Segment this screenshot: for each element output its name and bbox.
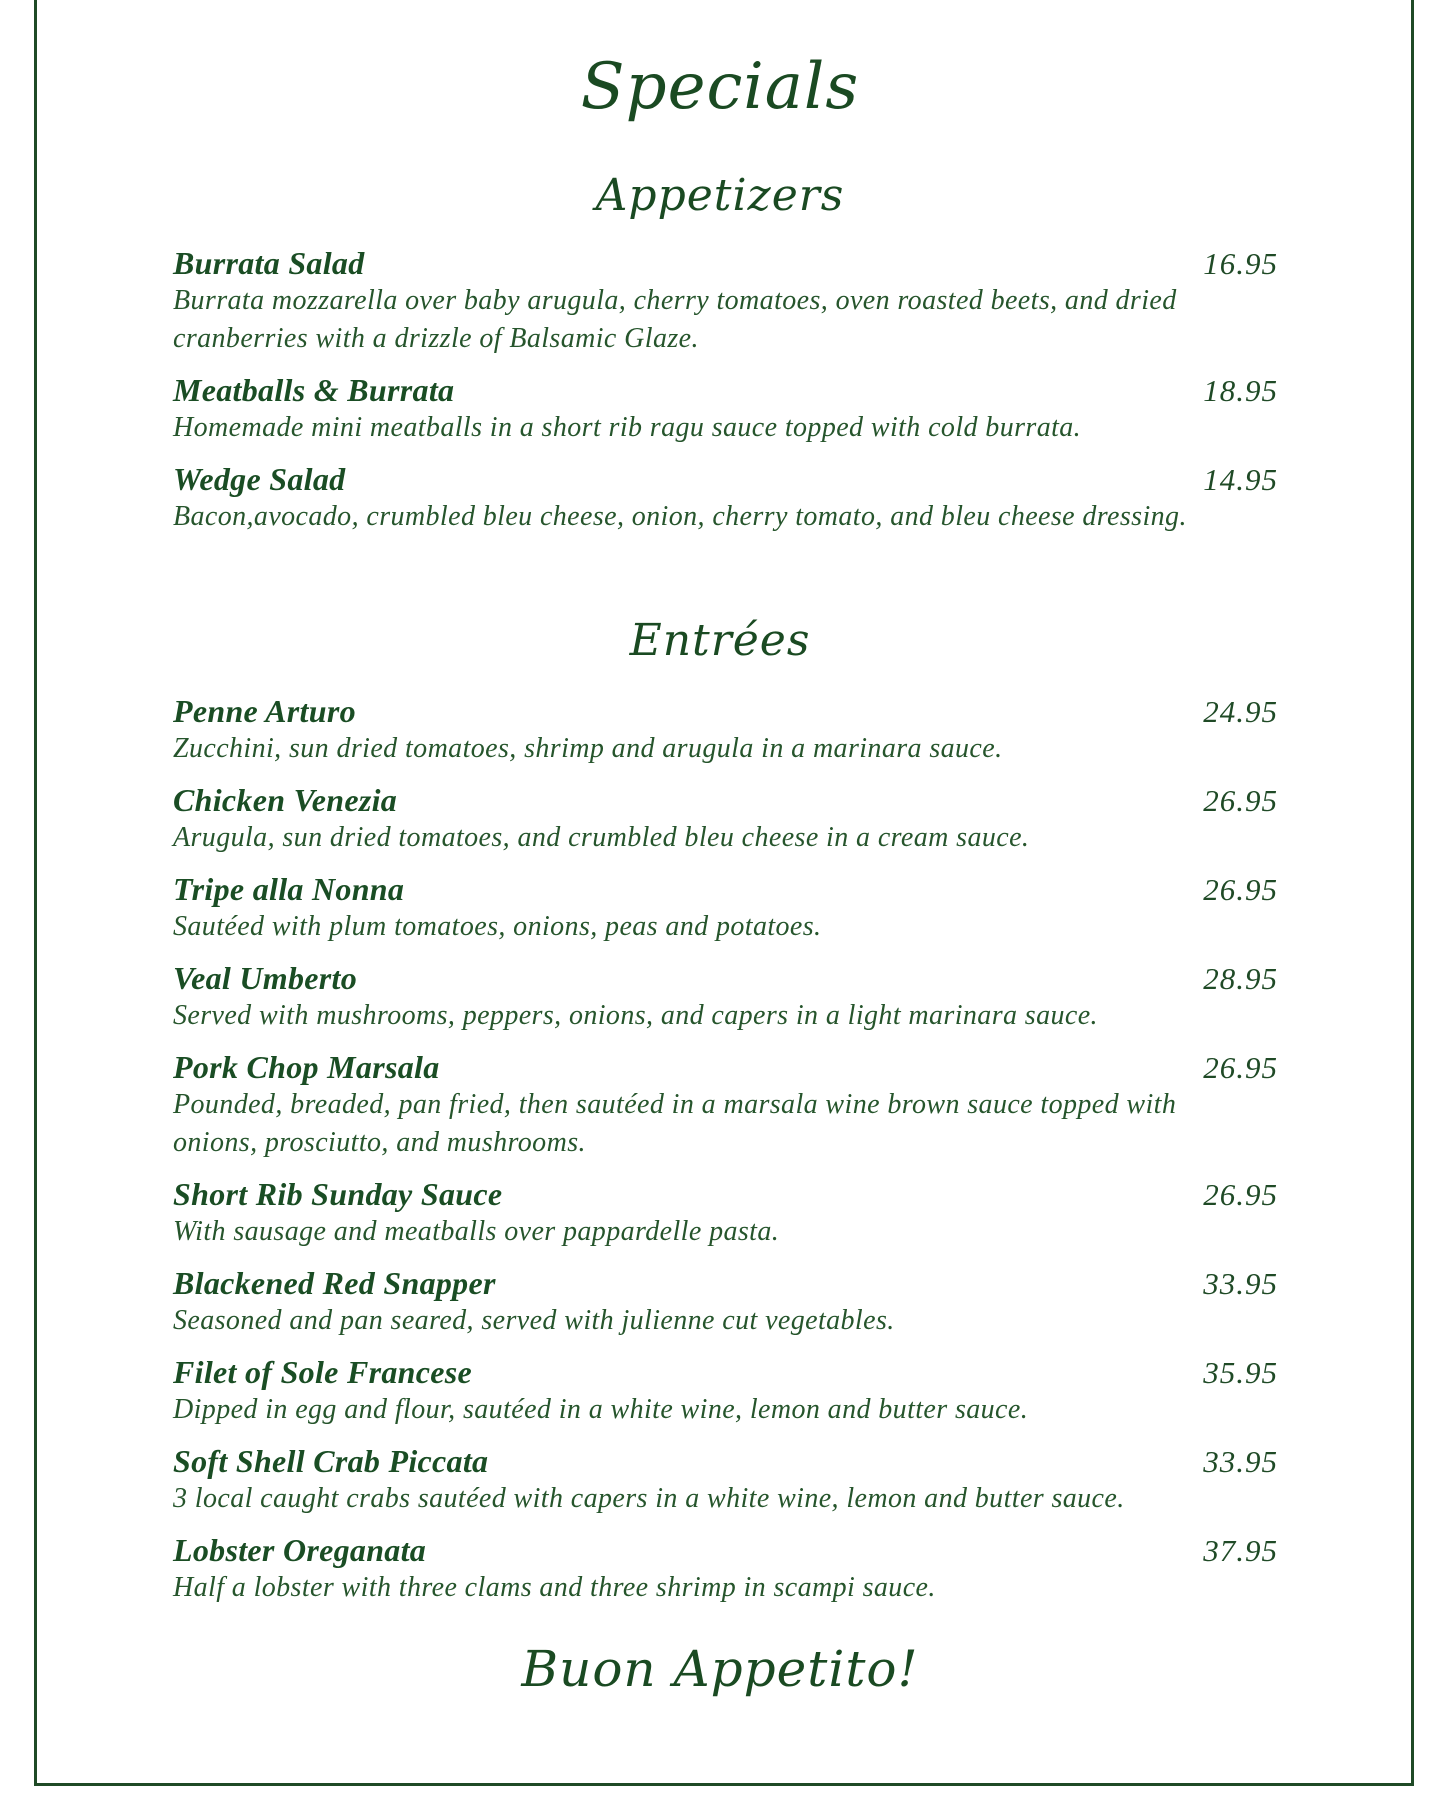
- appetizers-list: [173, 245, 1278, 550]
- item-name: Blackened Red Snapper: [173, 1265, 496, 1301]
- item-description: Served with mushrooms, peppers, onions, and capers in a light marinara sauce.: [173, 1000, 1098, 1031]
- item-price: 26.95: [1203, 872, 1278, 907]
- item-price: 28.95: [1203, 961, 1278, 996]
- page-title: Specials: [580, 50, 860, 124]
- item-description: Burrata mozzarella over baby arugula, cherry tomatoes, oven roasted beets, and dried cranberries with a drizzle of Balsamic Glaze.: [173, 285, 1177, 354]
- menu-item: [173, 245, 1278, 358]
- item-price: 26.95: [1203, 783, 1278, 818]
- item-name: Meatballs & Burrata: [173, 372, 455, 408]
- item-name: Wedge Salad: [173, 461, 346, 497]
- item-price: 16.95: [1203, 246, 1278, 281]
- item-description: Dipped in egg and flour, sautéed in a white wine, lemon and butter sauce.: [173, 1394, 1029, 1425]
- menu-item: [173, 782, 1278, 857]
- item-description: Zucchini, sun dried tomatoes, shrimp and arugula in a marinara sauce.: [173, 733, 1003, 764]
- item-name: Pork Chop Marsala: [173, 1049, 440, 1085]
- item-price: 37.95: [1203, 1533, 1278, 1568]
- menu-item: [173, 871, 1278, 946]
- menu-item: [173, 372, 1278, 447]
- entrees-list: [173, 693, 1278, 1621]
- item-price: 14.95: [1203, 462, 1278, 497]
- item-price: 26.95: [1203, 1177, 1278, 1212]
- menu-item: [173, 960, 1278, 1035]
- item-description: 3 local caught crabs sautéed with capers in a white wine, lemon and butter sauce.: [173, 1483, 1125, 1514]
- closing-text: Buon Appetito!: [521, 1640, 919, 1698]
- item-price: 35.95: [1203, 1355, 1278, 1390]
- item-price: 26.95: [1203, 1050, 1278, 1085]
- item-description: With sausage and meatballs over pappardelle pasta.: [173, 1216, 780, 1247]
- item-name: Chicken Venezia: [173, 782, 398, 818]
- item-description: Bacon,avocado, crumbled bleu cheese, onion, cherry tomato, and bleu cheese dressing.: [173, 501, 1187, 532]
- item-name: Burrata Salad: [173, 245, 365, 281]
- item-name: Lobster Oreganata: [173, 1532, 427, 1568]
- item-name: Soft Shell Crab Piccata: [173, 1443, 489, 1479]
- item-name: Veal Umberto: [173, 960, 358, 996]
- item-price: 24.95: [1203, 694, 1278, 729]
- item-name: Short Rib Sunday Sauce: [173, 1176, 503, 1212]
- item-price: 33.95: [1203, 1266, 1278, 1301]
- item-description: Seasoned and pan seared, served with julienne cut vegetables.: [173, 1305, 895, 1336]
- menu-item: [173, 1443, 1278, 1518]
- item-description: Homemade mini meatballs in a short rib ragu sauce topped with cold burrata.: [173, 412, 1082, 443]
- menu-item: [173, 1354, 1278, 1429]
- item-description: Arugula, sun dried tomatoes, and crumbled bleu cheese in a cream sauce.: [173, 822, 1030, 853]
- appetizers-heading: Appetizers: [595, 170, 845, 221]
- item-price: 18.95: [1203, 373, 1278, 408]
- menu-item: [173, 1176, 1278, 1251]
- item-name: Filet of Sole Francese: [173, 1354, 473, 1390]
- item-price: 33.95: [1203, 1444, 1278, 1479]
- item-description: Sautéed with plum tomatoes, onions, peas and potatoes.: [173, 911, 822, 942]
- item-name: Penne Arturo: [173, 693, 356, 729]
- item-description: Pounded, breaded, pan fried, then sautéed in a marsala wine brown sauce topped with onions, prosciutto, and mushrooms.: [173, 1089, 1177, 1158]
- menu-item: [173, 1049, 1278, 1162]
- item-description: Half a lobster with three clams and three shrimp in scampi sauce.: [173, 1572, 936, 1603]
- menu-item: [173, 693, 1278, 768]
- menu-item: [173, 461, 1278, 536]
- menu-item: [173, 1532, 1278, 1607]
- entrees-heading: Entrées: [629, 615, 811, 666]
- item-name: Tripe alla Nonna: [173, 871, 405, 907]
- menu-item: [173, 1265, 1278, 1340]
